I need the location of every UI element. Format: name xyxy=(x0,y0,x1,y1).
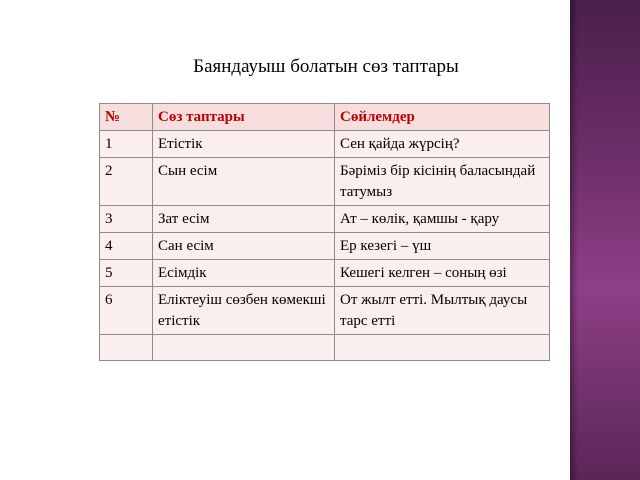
row-sentence: Ат – көлік, қамшы - қару xyxy=(335,206,550,233)
header-sentences: Сөйлемдер xyxy=(335,104,550,131)
row-sentence: Бәріміз бір кісінің баласындай татумыз xyxy=(335,158,550,206)
row-word-class: Еліктеуіш сөзбен көмекші етістік xyxy=(153,287,335,335)
row-word-class: Сын есім xyxy=(153,158,335,206)
row-number: 3 xyxy=(100,206,153,233)
row-number xyxy=(100,335,153,361)
table-row xyxy=(100,131,550,158)
row-word-class: Сан есім xyxy=(153,233,335,260)
table-row xyxy=(100,260,550,287)
row-sentence: Сен қайда жүрсің? xyxy=(335,131,550,158)
word-classes-table xyxy=(99,103,550,361)
row-number: 6 xyxy=(100,287,153,335)
row-number: 4 xyxy=(100,233,153,260)
row-word-class: Есімдік xyxy=(153,260,335,287)
row-sentence: Кешегі келген – соның өзі xyxy=(335,260,550,287)
table-row-empty xyxy=(100,335,550,361)
row-sentence xyxy=(335,335,550,361)
row-sentence: От жылт етті. Мылтық даусы тарс етті xyxy=(335,287,550,335)
row-number: 2 xyxy=(100,158,153,206)
table-row xyxy=(100,287,550,335)
slide-title: Баяндауыш болатын сөз таптары xyxy=(193,56,459,77)
row-number: 1 xyxy=(100,131,153,158)
row-word-class: Етістік xyxy=(153,131,335,158)
row-word-class xyxy=(153,335,335,361)
table-row xyxy=(100,233,550,260)
row-number: 5 xyxy=(100,260,153,287)
header-number: № xyxy=(100,104,153,131)
row-sentence: Ер кезегі – үш xyxy=(335,233,550,260)
table-row xyxy=(100,206,550,233)
table-header-row xyxy=(100,104,550,131)
row-word-class: Зат есім xyxy=(153,206,335,233)
table-row xyxy=(100,158,550,206)
header-word-classes: Сөз таптары xyxy=(153,104,335,131)
